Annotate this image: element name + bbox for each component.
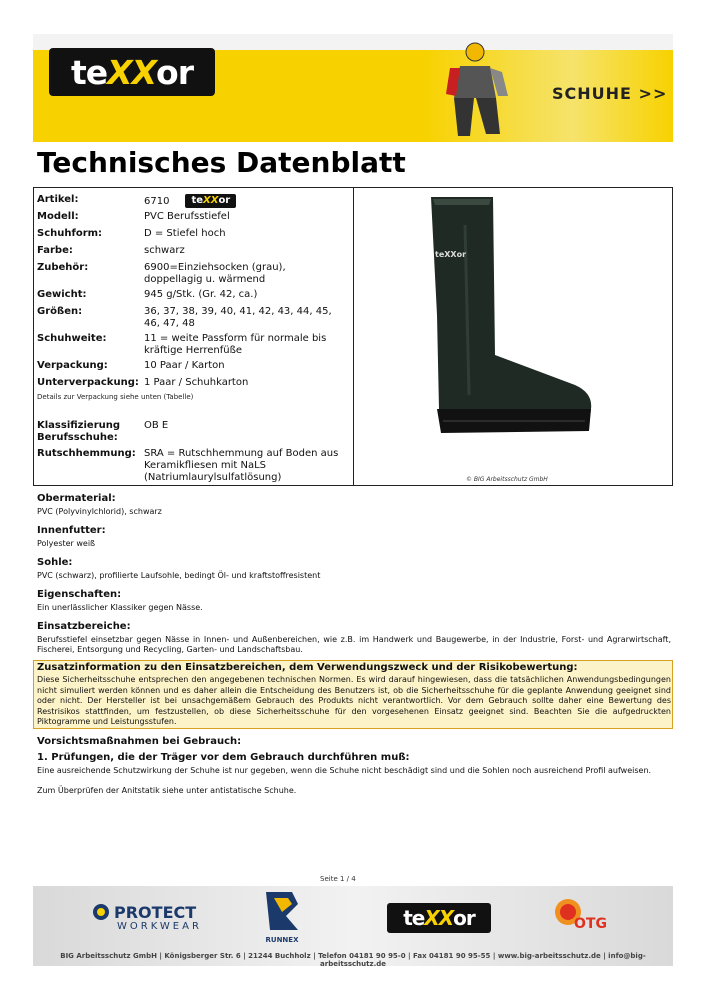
spec-key: Unterverpackung: [37, 377, 139, 388]
sohle-heading: Sohle: [37, 557, 73, 568]
spec-key: Klassifizierung Berufsschuhe: [37, 420, 121, 443]
spec-key: Schuhweite: [37, 333, 107, 344]
sohle-text: PVC (schwarz), profilierte Laufsohle, bedingt Öl- und kraftstoffresistent [37, 571, 321, 580]
einsatzbereiche-heading: Einsatzbereiche: [37, 621, 131, 632]
otg-text: OTG [574, 916, 607, 932]
spec-value: D = Stiefel hoch [144, 228, 226, 239]
spec-key: Gewicht: [37, 289, 87, 300]
precautions-line-1: Eine ausreichende Schutzwirkung der Schuhe ist nur gegeben, wenn die Schuhe nicht beschädigt sind und die Sohlen noch ausreichend Profil aufweisen. [37, 766, 652, 775]
spec-value: 11 = weite Passform für normale bis kräftige Herrenfüße [144, 333, 327, 356]
brand-logo: teXXor [49, 48, 215, 96]
spec-key: Größen: [37, 306, 83, 317]
worker-photo [430, 38, 520, 140]
boot-label: teXXor [435, 250, 467, 259]
runnex-text: RUNNEX [265, 936, 299, 944]
spec-row-artikel [37, 194, 344, 208]
spec-row-groessen [37, 306, 344, 330]
spec-row-gewicht [37, 289, 344, 301]
footer-brand-logo: teXXor [387, 903, 491, 933]
protect-icon [92, 903, 110, 921]
eigenschaften-heading: Eigenschaften: [37, 589, 122, 600]
spec-value: OB E [144, 420, 169, 431]
spec-row-rutschhemmung [37, 448, 344, 484]
spec-key: Modell: [37, 211, 79, 222]
small-brand-logo: teXXor [185, 194, 236, 208]
footer-contact: BIG Arbeitsschutz GmbH | Königsberger Str. 6 | 21244 Buchholz | Telefon 04181 90 95-0 | Fax 04181 90 95-55 | www.big-arbeitsschutz.de | info@big-arbeitsschutz.de [60, 952, 646, 968]
packaging-note: Details zur Verpackung siehe unten (Tabelle) [37, 393, 194, 401]
spec-value: 10 Paar / Karton [144, 360, 225, 371]
spec-row-farbe [37, 245, 344, 257]
spec-key: Zubehör: [37, 262, 89, 273]
precautions-line-2: Zum Überprüfen der Anitstatik siehe unter antistatische Schuhe. [37, 786, 297, 795]
protect-sub: WORKWEAR [117, 921, 202, 932]
spec-row-klassifizierung [37, 420, 344, 444]
spec-key: Artikel: [37, 194, 79, 205]
page-number: Seite 1 / 4 [320, 875, 356, 883]
spec-row-zubehoer [37, 262, 344, 286]
page-title: Technisches Datenblatt [37, 146, 406, 179]
info-heading: Zusatzinformation zu den Einsatzbereichen, dem Verwendungszweck und der Risikobewertung: [37, 662, 578, 673]
spec-value: schwarz [144, 245, 185, 256]
spec-value: 6710 teXXor [144, 194, 344, 208]
spec-value: SRA = Rutschhemmung auf Boden aus Keramikfliesen mit NaLS (Natriumlaurylsulfatlösung) [144, 448, 339, 483]
spec-row-schuhform [37, 228, 344, 240]
eigenschaften-text: Ein unerlässlicher Klassiker gegen Nässe. [37, 603, 203, 612]
runnex-logo [262, 890, 302, 948]
spec-key: Rutschhemmung: [37, 448, 136, 459]
precautions-subheading: 1. Prüfungen, die der Träger vor dem Gebrauch durchführen muß: [37, 752, 410, 763]
category-label[interactable]: SCHUHE >> [552, 84, 668, 103]
spec-value: 36, 37, 38, 39, 40, 41, 42, 43, 44, 45, 46, 47, 48 [144, 306, 332, 329]
spec-row-schuhweite [37, 333, 344, 357]
obermaterial-text: PVC (Polyvinylchlorid), schwarz [37, 507, 162, 516]
spec-key: Verpackung: [37, 360, 108, 371]
image-copyright: © BIG Arbeitsschutz GmbH [466, 476, 548, 483]
spec-row-unterverpackung [37, 377, 344, 389]
einsatzbereiche-text: Berufsstiefel einsetzbar gegen Nässe in Innen- und Außenbereichen, wie z.B. im Handwerk und Baugewerbe, in der Industrie, Forst- und Agrarwirtschaft, Fischerei, Entsorgung und Recycling, Garten- und Landschaftsbau. [37, 635, 671, 654]
spec-row-modell [37, 211, 344, 223]
spec-key: Schuhform: [37, 228, 103, 239]
obermaterial-heading: Obermaterial: [37, 493, 116, 504]
spec-value: 6900=Einziehsocken (grau), doppellagig u. wärmend [144, 262, 286, 285]
spec-value: 1 Paar / Schuhkarton [144, 377, 249, 388]
spec-value: PVC Berufsstiefel [144, 211, 230, 222]
precautions-heading: Vorsichtsmaßnahmen bei Gebrauch: [37, 736, 242, 747]
protect-logo: PROTECT [114, 903, 197, 922]
spec-row-verpackung [37, 360, 344, 372]
otg-logo [548, 894, 618, 938]
info-text: Diese Sicherheitsschuhe entsprechen den angegebenen technischen Normen. Es wird darauf hingewiesen, dass die tatsächlichen Anwendungsbedingungen nicht simuliert werden können und es daher allein die Entscheidung des Benutzers ist, ob die Sicherheitsschuhe für die geplante Anwendung geeignet sind oder nicht. Der Hersteller ist bei unsachgemäßem Gebrauch des Produkts nicht verantwortlich. Vor dem Gebrauch sollte daher eine Bewertung des Restrisikos stattfinden, um festzustellen, ob diese Sicherheitsschuhe für den vorgesehenen Einsatz geeignet sind. Beachten Sie die aufgedruckten Piktogramme und Leistungsstufen. [37, 675, 671, 726]
spec-value: 945 g/Stk. (Gr. 42, ca.) [144, 289, 258, 300]
innenfutter-heading: Innenfutter: [37, 525, 106, 536]
innenfutter-text: Polyester weiß [37, 539, 96, 548]
spec-key: Farbe: [37, 245, 73, 256]
table-divider [353, 187, 354, 486]
boot-image [425, 195, 595, 445]
